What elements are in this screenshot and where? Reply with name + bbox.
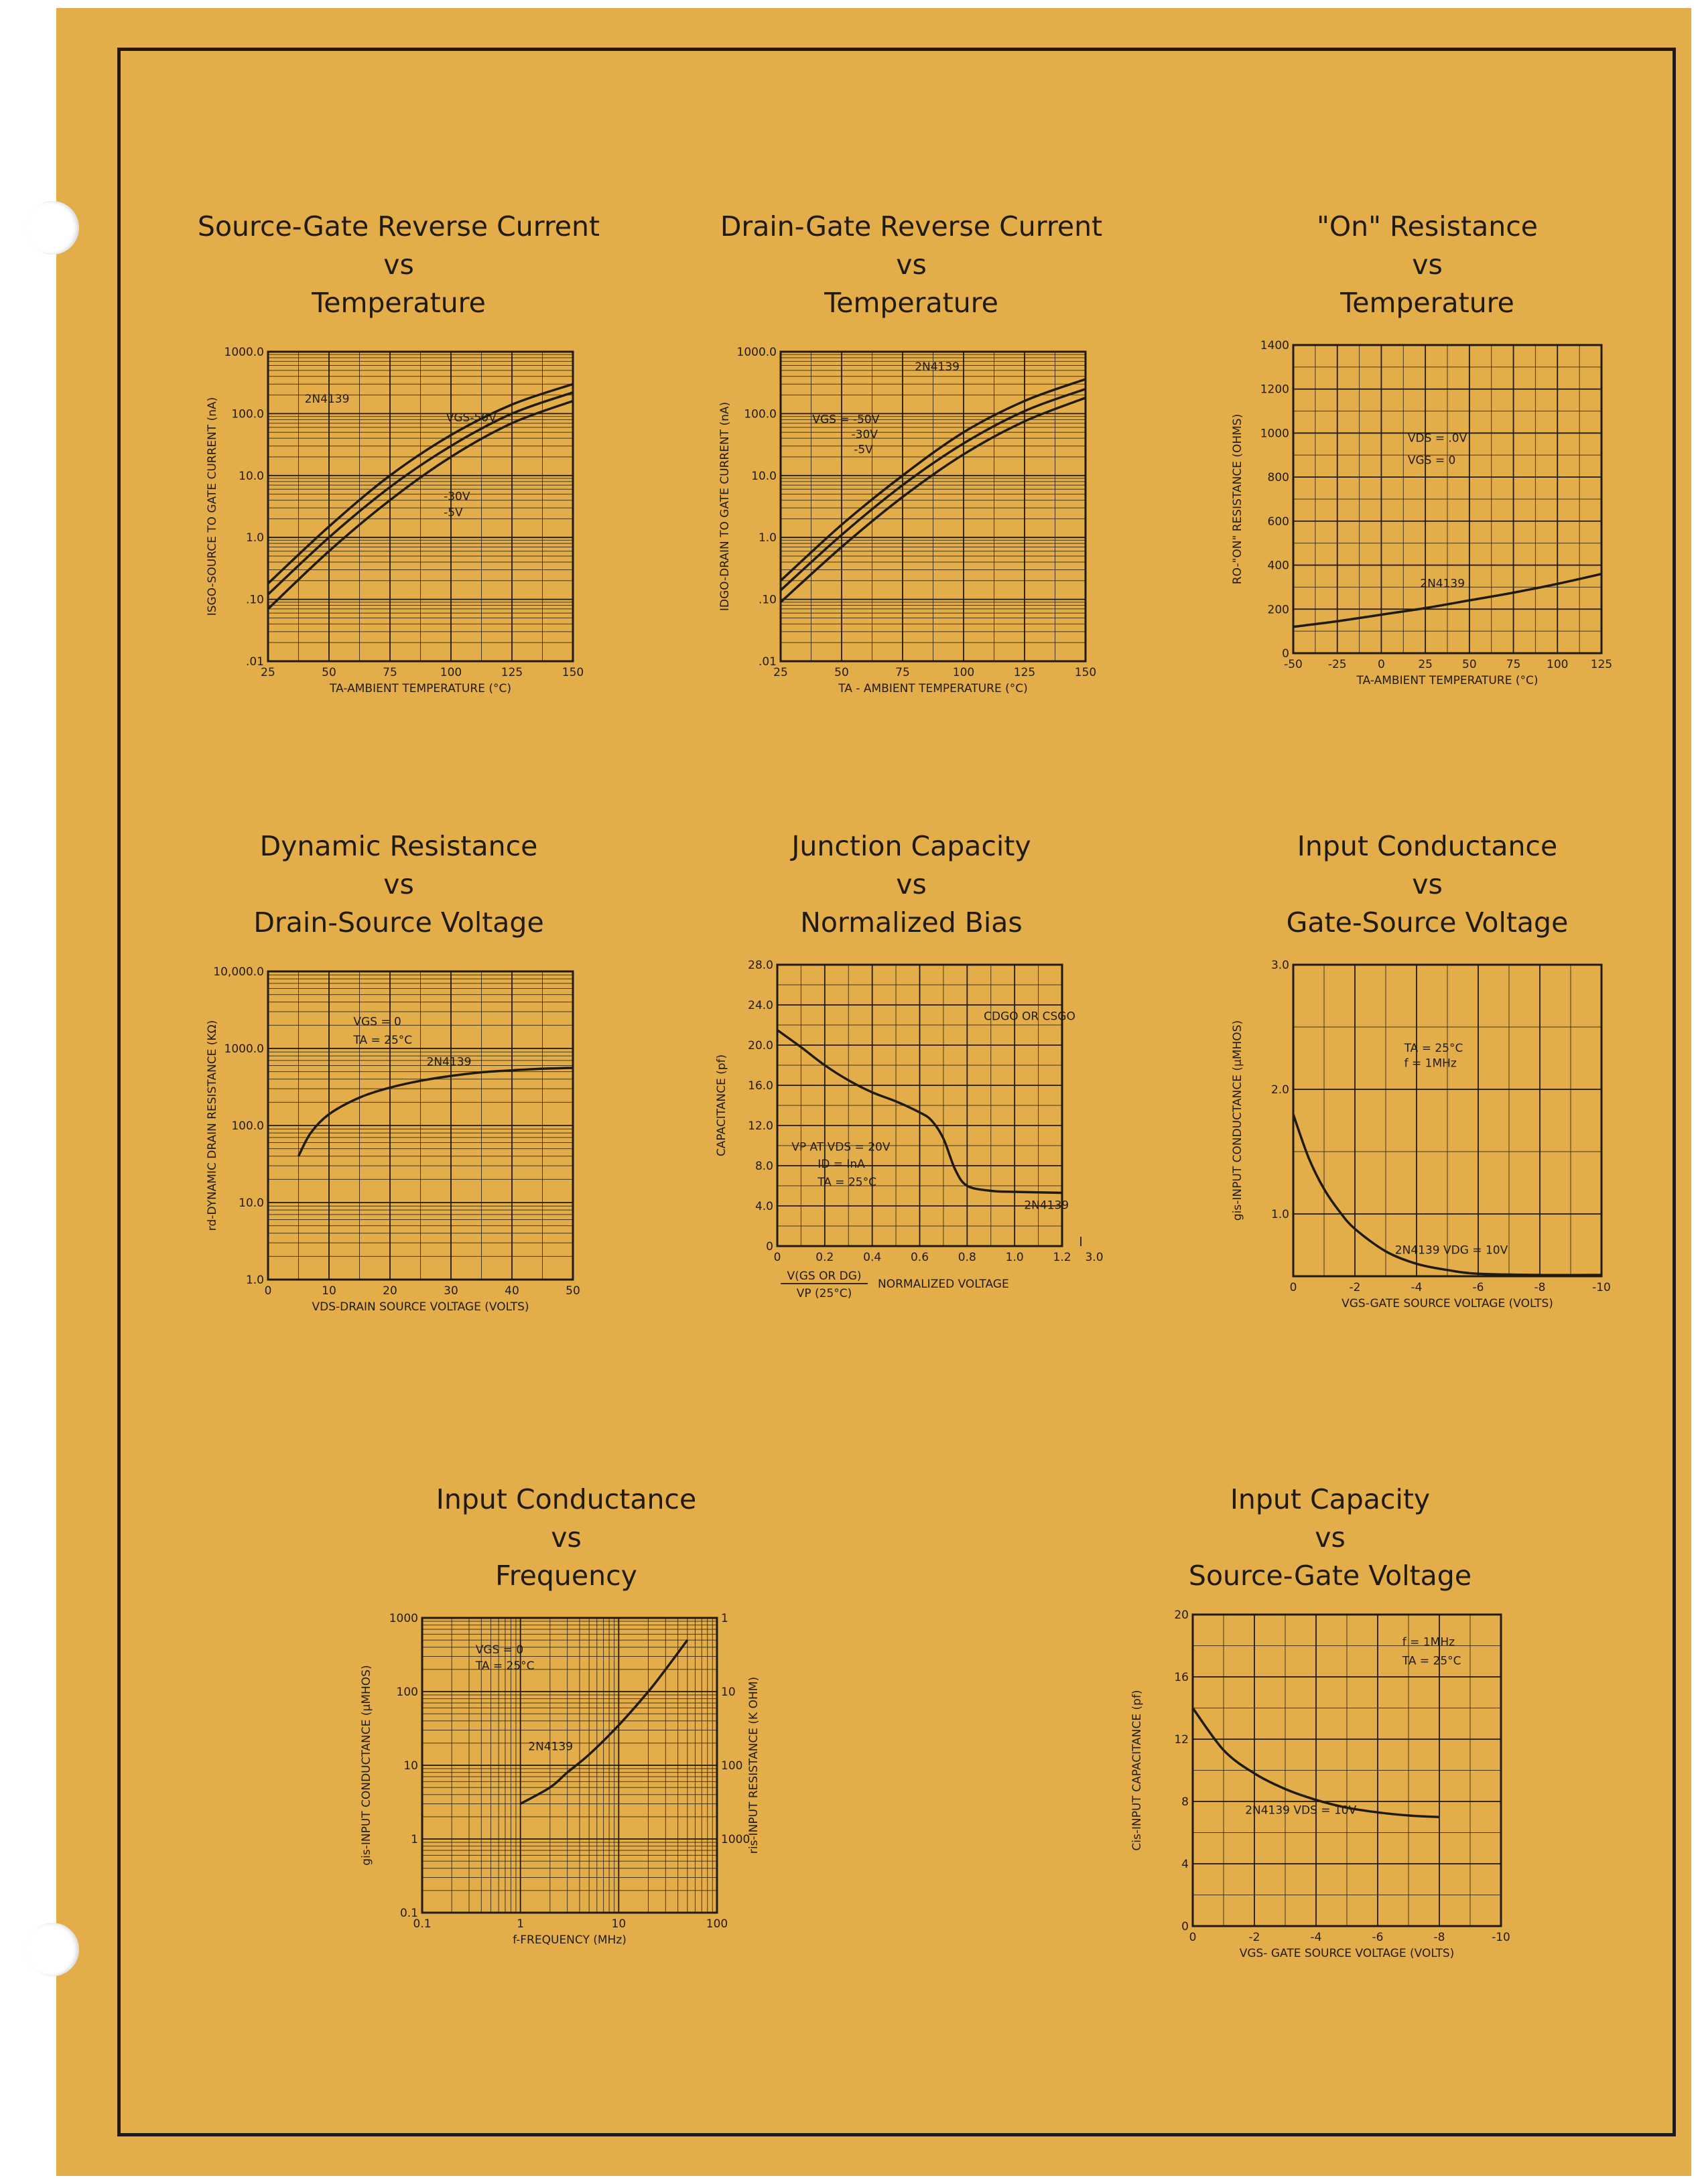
c8-xtick-label: -6 — [1372, 1931, 1384, 1944]
c7-xtick-label: 0.1 — [413, 1917, 432, 1931]
c8-x-label: VGS- GATE SOURCE VOLTAGE (VOLTS) — [1239, 1947, 1455, 1960]
c2-xtick-label: 50 — [834, 666, 849, 679]
c5-y-label: CAPACITANCE (pf) — [715, 1054, 728, 1157]
c1-ytick-label: 10.0 — [239, 469, 264, 483]
c7-ytick-label: 1 — [411, 1833, 418, 1846]
c1-title-line-2: Temperature — [312, 287, 486, 319]
c3-annotation-1: VGS = 0 — [1407, 454, 1456, 468]
c6-svg — [1226, 821, 1628, 1310]
c7-y2-label: ris-INPUT RESISTANCE (K OHM) — [747, 1676, 761, 1854]
c6-title-line-1: vs — [1412, 868, 1443, 900]
c7-xtick-label: 1 — [517, 1917, 525, 1931]
c2-ytick-label: .10 — [758, 593, 777, 607]
c8-ytick-label: 20 — [1174, 1609, 1189, 1622]
c3-xtick-label: -25 — [1327, 658, 1347, 671]
c6-ytick-label: 1.0 — [1270, 1208, 1289, 1221]
chart-input-conductance-vs-frequency — [348, 1474, 784, 1963]
c2-ytick-label: 1.0 — [758, 531, 777, 545]
c2-title-line-1: vs — [896, 249, 927, 281]
c6-ytick-label: 2.0 — [1270, 1083, 1289, 1097]
c3-xtick-label: 25 — [1418, 658, 1433, 671]
c4-ytick-label: 100.0 — [231, 1119, 264, 1133]
c6-xtick-label: 0 — [1289, 1281, 1297, 1294]
chart-input-conductance-vs-voltage — [1226, 821, 1628, 1310]
c2-ytick-label: 100.0 — [744, 407, 777, 421]
c8-ytick-label: 4 — [1181, 1858, 1189, 1871]
c5-title-line-2: Normalized Bias — [800, 906, 1023, 939]
c2-ytick-label: 1000.0 — [736, 346, 777, 359]
c8-xtick-label: 0 — [1189, 1931, 1197, 1944]
c4-annotation-1: TA = 25°C — [353, 1034, 413, 1048]
c6-xtick-label: -8 — [1534, 1281, 1546, 1294]
c8-title-line-2: Source-Gate Voltage — [1188, 1560, 1472, 1592]
chart-source-gate-reverse-current — [197, 201, 600, 695]
c3-svg — [1226, 201, 1628, 690]
c8-svg — [1112, 1474, 1548, 1963]
c3-title-line-1: vs — [1412, 249, 1443, 281]
c6-xtick-label: -4 — [1411, 1281, 1423, 1294]
c4-ytick-label: 10.0 — [239, 1197, 264, 1210]
c2-ytick-label: 10.0 — [751, 469, 777, 483]
c4-title-line-0: Dynamic Resistance — [259, 830, 538, 862]
c4-svg — [198, 821, 600, 1314]
c7-annotation-0: VGS = 0 — [475, 1643, 524, 1657]
c6-xtick-label: -10 — [1592, 1281, 1611, 1294]
c2-y-label: IDGO-DRAIN TO GATE CURRENT (nA) — [718, 401, 732, 612]
c3-xtick-label: 75 — [1506, 658, 1521, 671]
c5-annotation-2: ID = InA — [817, 1158, 865, 1171]
c3-title-line-0: "On" Resistance — [1317, 210, 1538, 243]
c3-ytick-label: 200 — [1267, 603, 1289, 617]
c2-annotation-0: 2N4139 — [915, 360, 960, 374]
c1-ytick-label: .10 — [245, 593, 264, 607]
chart-input-capacity — [1112, 1474, 1548, 1963]
c6-title-line-2: Gate-Source Voltage — [1286, 906, 1569, 939]
c4-xtick-label: 0 — [264, 1284, 272, 1298]
c6-title-line-0: Input Conductance — [1297, 830, 1558, 862]
c3-ytick-label: 600 — [1267, 515, 1289, 529]
c5-ytick-label: 12.0 — [748, 1119, 773, 1133]
c5-xtick-label: 1.2 — [1053, 1251, 1071, 1264]
c4-xtick-label: 10 — [322, 1284, 336, 1298]
c5-xtick-label: 0.4 — [863, 1251, 882, 1264]
c1-ytick-label: 1.0 — [245, 531, 264, 545]
c1-ytick-label: 1000.0 — [224, 346, 264, 359]
c3-ytick-label: 1400 — [1260, 339, 1289, 352]
c4-ytick-label: 1.0 — [245, 1274, 264, 1287]
c2-xtick-label: 150 — [1074, 666, 1097, 679]
c4-y-label: rd-DYNAMIC DRAIN RESISTANCE (KΩ) — [206, 1020, 219, 1231]
chart-drain-gate-reverse-current — [710, 201, 1112, 695]
c5-grid — [777, 965, 1062, 1246]
c1-xtick-label: 125 — [501, 666, 523, 679]
c6-grid — [1293, 965, 1601, 1276]
c1-annotation-1: VGS-50V — [446, 411, 497, 425]
c5-xlabel-fraction-top: V(GS OR DG) — [787, 1270, 862, 1283]
c5-title-line-0: Junction Capacity — [791, 830, 1031, 862]
c5-xtick-label: 0.8 — [958, 1251, 976, 1264]
c4-title-line-2: Drain-Source Voltage — [253, 906, 544, 939]
c8-y-label: Cis-INPUT CAPACITANCE (pf) — [1130, 1690, 1144, 1851]
c8-annotation-2: 2N4139 VDS = 10V — [1245, 1803, 1357, 1818]
c2-title-line-2: Temperature — [824, 287, 998, 319]
c5-ytick-label: 24.0 — [748, 999, 773, 1012]
binder-hole-bottom — [25, 1923, 79, 1976]
c7-ytick-label: 100 — [396, 1686, 418, 1699]
c3-xtick-label: 50 — [1462, 658, 1477, 671]
c7-xtick-label: 10 — [611, 1917, 627, 1931]
c7-xtick-label: 100 — [706, 1917, 728, 1931]
c5-ytick-label: 4.0 — [755, 1200, 773, 1213]
c1-ytick-label: 100.0 — [231, 407, 264, 421]
c3-xtick-label: -50 — [1284, 658, 1303, 671]
c8-title-line-1: vs — [1315, 1521, 1346, 1554]
c5-ytick-label: 0 — [766, 1240, 773, 1253]
c7-svg — [348, 1474, 784, 1963]
c4-xtick-label: 40 — [505, 1284, 519, 1298]
c3-title-line-2: Temperature — [1340, 287, 1514, 319]
c7-y2tick-label: 10 — [721, 1686, 736, 1699]
c7-series-line-0 — [521, 1640, 688, 1803]
c2-ytick-label: .01 — [758, 655, 777, 669]
chart-dynamic-resistance — [198, 821, 600, 1314]
chart-junction-capacity — [710, 821, 1112, 1310]
c7-title-line-2: Frequency — [495, 1560, 637, 1592]
c3-ytick-label: 1000 — [1260, 427, 1289, 441]
chart-on-resistance — [1226, 201, 1628, 690]
c3-x-label: TA-AMBIENT TEMPERATURE (°C) — [1356, 674, 1539, 687]
c4-series-line-0 — [299, 1068, 574, 1156]
c7-ytick-label: 10 — [403, 1759, 418, 1773]
c2-xtick-label: 25 — [773, 666, 788, 679]
c8-ytick-label: 8 — [1181, 1795, 1189, 1809]
c2-grid — [781, 352, 1086, 661]
c7-y2tick-label: 1000 — [721, 1833, 750, 1846]
c4-ytick-label: 1000.0 — [224, 1042, 264, 1056]
c4-annotation-0: VGS = 0 — [353, 1015, 401, 1029]
c6-annotation-0: TA = 25°C — [1404, 1042, 1463, 1056]
c8-title-line-0: Input Capacity — [1230, 1483, 1431, 1515]
c3-ytick-label: 400 — [1267, 559, 1289, 573]
c5-xtick-label: 0.6 — [910, 1251, 929, 1264]
c1-annotation-0: 2N4139 — [304, 393, 350, 407]
c4-xtick-label: 30 — [444, 1284, 458, 1298]
c2-xtick-label: 125 — [1013, 666, 1036, 679]
c1-xtick-label: 75 — [383, 666, 397, 679]
c7-grid — [422, 1618, 717, 1913]
c7-ytick-label: 1000 — [389, 1612, 418, 1625]
c7-annotation-1: TA = 25°C — [475, 1659, 535, 1673]
c8-xtick-label: -2 — [1248, 1931, 1260, 1944]
c3-annotation-2: 2N4139 — [1420, 577, 1465, 591]
c6-y-label: gis-INPUT CONDUCTANCE (μMHOS) — [1231, 1020, 1244, 1221]
c5-ytick-label: 8.0 — [755, 1160, 773, 1173]
c3-ytick-label: 1200 — [1260, 383, 1289, 397]
c7-y2tick-label: 100 — [721, 1759, 743, 1773]
c6-annotation-2: 2N4139 VDG = 10V — [1394, 1243, 1508, 1257]
c6-ytick-label: 3.0 — [1270, 959, 1289, 972]
c7-ytick-label: 0.1 — [399, 1907, 418, 1920]
c5-xtick-label: 1.0 — [1005, 1251, 1024, 1264]
c4-ytick-label: 10,000.0 — [213, 965, 264, 979]
c5-annotation-4: 2N4139 — [1024, 1199, 1069, 1213]
c3-annotation-0: VDS = .0V — [1407, 431, 1467, 446]
c2-annotation-1: VGS = -50V — [812, 413, 880, 427]
c3-xtick-label: 0 — [1378, 658, 1385, 671]
c3-ytick-label: 0 — [1282, 647, 1289, 661]
c1-x-label: TA-AMBIENT TEMPERATURE (°C) — [330, 682, 511, 695]
c1-xtick-label: 100 — [440, 666, 462, 679]
c2-title-line-0: Drain-Gate Reverse Current — [720, 210, 1103, 243]
c7-annotation-2: 2N4139 — [528, 1740, 574, 1754]
c1-annotation-3: -5V — [444, 506, 463, 520]
c5-ytick-label: 28.0 — [748, 959, 773, 972]
c7-x-label: f-FREQUENCY (MHz) — [513, 1933, 627, 1947]
c2-svg — [710, 201, 1112, 695]
c2-xtick-label: 100 — [952, 666, 975, 679]
c3-xtick-label: 100 — [1547, 658, 1569, 671]
c5-xlabel-fraction-bottom: VP (25°C) — [796, 1287, 852, 1300]
c7-y-label: gis-INPUT CONDUCTANCE (μMHOS) — [360, 1665, 373, 1866]
c5-annotation-1: VP AT VDS = 20V — [791, 1140, 891, 1154]
c5-ytick-label: 16.0 — [748, 1079, 773, 1093]
c1-y-label: ISGO-SOURCE TO GATE CURRENT (nA) — [206, 397, 219, 616]
c1-annotation-2: -30V — [444, 490, 470, 504]
c3-ytick-label: 800 — [1267, 471, 1289, 485]
c5-xtick-label: 0.2 — [815, 1251, 834, 1264]
c8-xtick-label: -8 — [1433, 1931, 1445, 1944]
c4-title-line-1: vs — [383, 868, 414, 900]
c3-y-label: RO-"ON" RESISTANCE (OHMS) — [1231, 413, 1244, 585]
c5-annotation-0: CDGO OR CSGO — [984, 1010, 1075, 1024]
c5-annotation-3: TA = 25°C — [817, 1176, 876, 1189]
c8-xtick-label: -10 — [1492, 1931, 1510, 1944]
c3-xtick-label: 125 — [1590, 658, 1613, 671]
c1-title-line-0: Source-Gate Reverse Current — [197, 210, 600, 243]
c1-xtick-label: 25 — [261, 666, 275, 679]
c8-ytick-label: 16 — [1174, 1671, 1189, 1684]
c8-ytick-label: 12 — [1174, 1733, 1189, 1747]
c6-x-label: VGS-GATE SOURCE VOLTAGE (VOLTS) — [1341, 1297, 1553, 1310]
c7-y2tick-label: 1 — [721, 1612, 728, 1625]
c4-x-label: VDS-DRAIN SOURCE VOLTAGE (VOLTS) — [312, 1300, 529, 1314]
c1-svg — [197, 201, 600, 695]
c5-svg — [710, 821, 1112, 1310]
c8-annotation-1: TA = 25°C — [1402, 1654, 1461, 1668]
c4-xtick-label: 50 — [566, 1284, 580, 1298]
c5-xtick-label: 0 — [773, 1251, 781, 1264]
c2-xtick-label: 75 — [895, 666, 910, 679]
c4-xtick-label: 20 — [383, 1284, 397, 1298]
c5-xtick-label-extra: 3.0 — [1085, 1251, 1104, 1264]
c2-annotation-3: -5V — [854, 443, 873, 457]
c1-xtick-label: 150 — [562, 666, 584, 679]
c1-ytick-label: .01 — [245, 655, 264, 669]
c6-xtick-label: -2 — [1349, 1281, 1361, 1294]
c6-xtick-label: -6 — [1472, 1281, 1484, 1294]
c8-ytick-label: 0 — [1181, 1920, 1189, 1933]
c4-annotation-2: 2N4139 — [426, 1055, 472, 1069]
c2-x-label: TA - AMBIENT TEMPERATURE (°C) — [838, 682, 1028, 695]
c8-xtick-label: -4 — [1310, 1931, 1322, 1944]
c6-annotation-1: f = 1MHz — [1404, 1056, 1457, 1071]
c5-ytick-label: 20.0 — [748, 1039, 773, 1052]
c7-title-line-0: Input Conductance — [436, 1483, 697, 1515]
binder-hole-top — [25, 201, 79, 255]
c5-title-line-1: vs — [896, 868, 927, 900]
c7-title-line-1: vs — [551, 1521, 582, 1554]
c3-grid — [1293, 345, 1601, 653]
c2-annotation-2: -30V — [851, 428, 878, 442]
c1-title-line-1: vs — [383, 249, 414, 281]
c8-annotation-0: f = 1MHz — [1402, 1635, 1455, 1649]
c1-xtick-label: 50 — [322, 666, 336, 679]
c4-grid — [268, 971, 573, 1280]
c5-x-label: NORMALIZED VOLTAGE — [878, 1278, 1009, 1291]
